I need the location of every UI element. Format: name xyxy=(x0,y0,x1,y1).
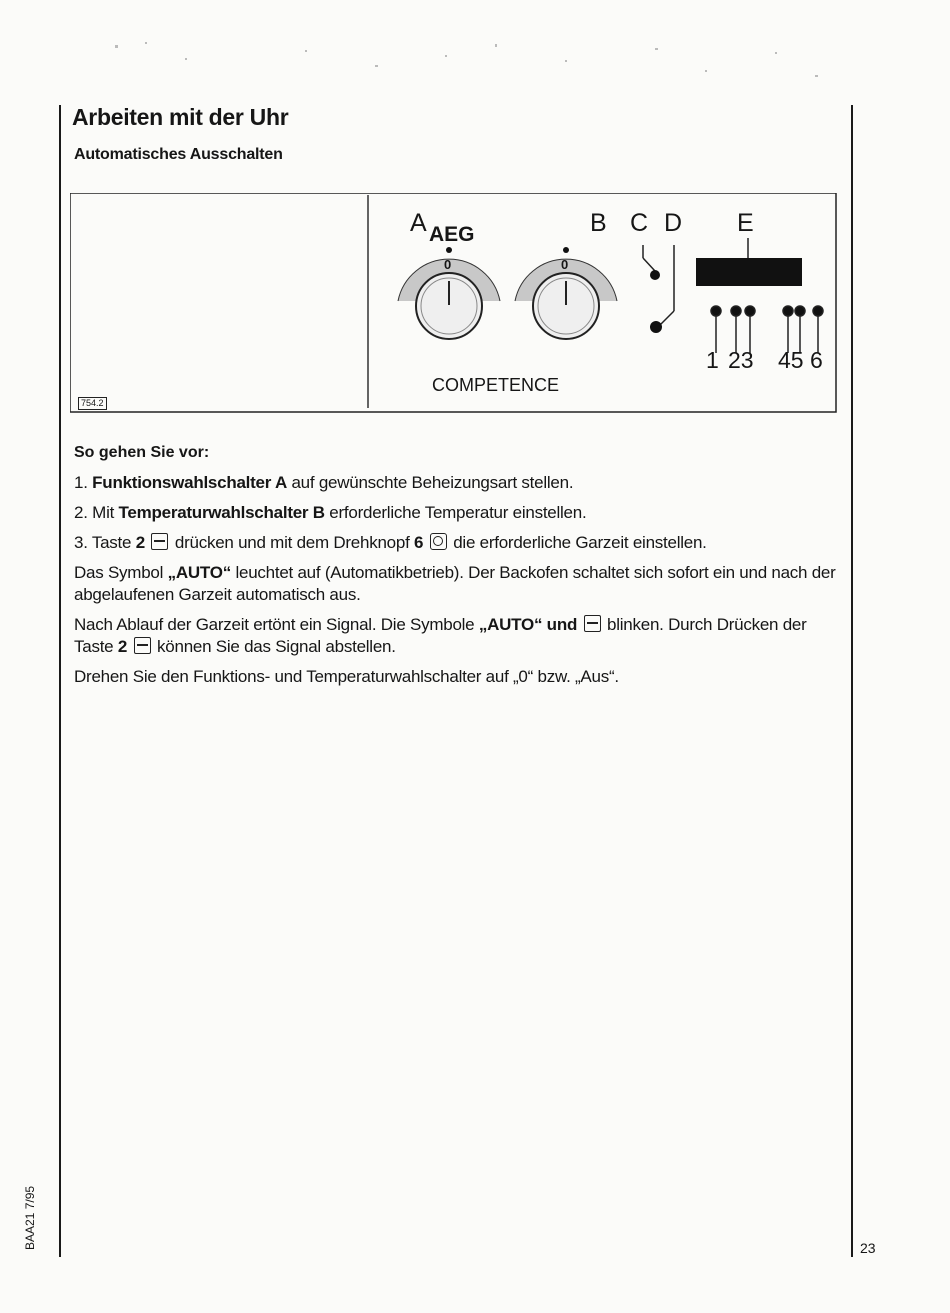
model-name: COMPETENCE xyxy=(432,375,560,395)
step-2-num: 2. xyxy=(74,503,88,522)
step-3-key-number: 2 xyxy=(135,533,145,552)
p2-text-a: Nach Ablauf der Garzeit ertönt ein Signal. Die Symbole xyxy=(74,615,479,634)
label-a: A xyxy=(410,209,427,237)
step-3-knob-number: 6 xyxy=(414,533,424,552)
step-3-num: 3. xyxy=(74,533,88,552)
step-1-bold: Funktionswahlschalter A xyxy=(92,473,287,492)
step-3 xyxy=(74,532,844,554)
paragraph-off: Drehen Sie den Funktions- und Temperaturwahlschalter auf „0“ bzw. „Aus“. xyxy=(74,667,619,686)
oven-control-panel-figure xyxy=(70,193,838,413)
left-margin-rule xyxy=(59,105,61,1257)
dial-a-zero: 0 xyxy=(444,257,452,272)
step-2-pre: Mit xyxy=(87,503,119,522)
p1-text-b: leuchtet auf (Automatikbetrieb). Der Backofen schaltet sich sofort ein und nach der abgelaufenen Garzeit automatisch aus. xyxy=(74,563,836,604)
figure-code: 754.2 xyxy=(78,397,107,410)
scan-noise xyxy=(55,30,845,100)
timer-end-icon xyxy=(584,615,601,632)
p2-auto: „AUTO“ und xyxy=(478,615,578,634)
number-1: 1 xyxy=(706,347,719,373)
number-45: 45 xyxy=(778,347,804,373)
p1-auto: „AUTO“ xyxy=(167,563,231,582)
right-margin-rule xyxy=(851,105,853,1257)
dial-b-zero: 0 xyxy=(561,257,569,272)
p2-text-b: blinken. Durch Drücken der Taste xyxy=(74,615,807,656)
step-3-pre: Taste xyxy=(87,533,136,552)
step-2 xyxy=(74,502,844,524)
paragraph-signal xyxy=(74,614,844,658)
aeg-logo: AEG xyxy=(429,223,475,246)
number-23: 23 xyxy=(728,347,754,373)
number-6: 6 xyxy=(810,347,823,373)
label-b: B xyxy=(590,209,607,237)
step-3-mid: drücken und mit dem Drehknopf xyxy=(170,533,415,552)
page-subtitle: Automatisches Ausschalten xyxy=(74,146,283,163)
timer-end-icon xyxy=(134,637,151,654)
page-number: 23 xyxy=(860,1240,876,1256)
p2-text-c: können Sie das Signal abstellen. xyxy=(152,637,396,656)
steps-title: So gehen Sie vor: xyxy=(74,444,210,461)
p2-key-number: 2 xyxy=(117,637,128,656)
label-e: E xyxy=(737,209,754,237)
label-d: D xyxy=(664,209,683,237)
step-1-text: auf gewünschte Beheizungsart stellen. xyxy=(287,473,574,492)
step-2-bold: Temperaturwahlschalter B xyxy=(118,503,325,522)
label-c: C xyxy=(630,209,649,237)
paragraph-auto xyxy=(74,562,844,606)
step-3-text: die erforderliche Garzeit einstellen. xyxy=(448,533,707,552)
step-2-text: erforderliche Temperatur einstellen. xyxy=(324,503,587,522)
document-code: BAA21 7/95 xyxy=(23,1185,37,1250)
page-title: Arbeiten mit der Uhr xyxy=(72,104,289,130)
timer-end-icon xyxy=(151,533,168,550)
step-1-num: 1. xyxy=(74,473,88,492)
p1-text-a: Das Symbol xyxy=(74,563,168,582)
rotary-knob-icon xyxy=(430,533,447,550)
step-1 xyxy=(74,472,844,494)
